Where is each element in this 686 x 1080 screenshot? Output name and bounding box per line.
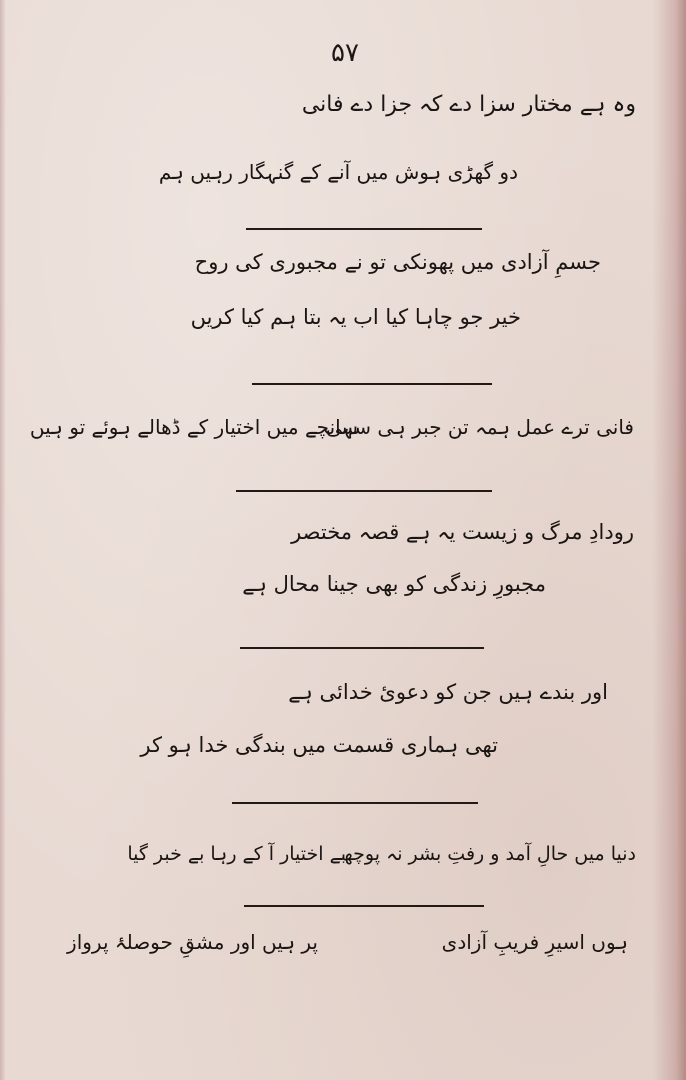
verse-3-line-1: فانی ترے عمل ہمہ تن جبر ہی سہی xyxy=(325,415,634,439)
verse-1-line-2-text: دو گھڑی ہوش میں آنے کے گنہگار رہیں ہم xyxy=(158,160,518,184)
verse-5-line-2: تھی ہماری قسمت میں بندگی خدا ہو کر xyxy=(140,733,498,757)
verse-7-line-1: ہوں اسیرِ فریبِ آزادی xyxy=(441,930,628,954)
verse-5-line-1: اور بندے ہیں جن کو دعویٔ خدائی ہے xyxy=(288,680,608,704)
verse-3-line-2: سانچے میں اختیار کے ڈھالے ہوئے تو ہیں xyxy=(29,415,358,439)
page-left-edge xyxy=(0,0,6,1080)
divider-6 xyxy=(244,905,484,907)
divider-2 xyxy=(252,383,492,385)
verse-6-line-2: بے اختیار آ کے رہا بے خبر گیا xyxy=(127,843,346,865)
divider-1 xyxy=(246,228,482,230)
verse-4-line-2: مجبورِ زندگی کو بھی جینا محال ہے xyxy=(242,572,546,596)
verse-4-line-1: رودادِ مرگ و زیست یہ ہے قصہ مختصر xyxy=(291,520,634,544)
verse-2-line-1: جسمِ آزادی میں پھونکی تو نے مجبوری کی روح xyxy=(194,250,601,274)
divider-5 xyxy=(232,802,478,804)
divider-3 xyxy=(236,490,492,492)
page-number: ۵۷ xyxy=(331,38,359,68)
verse-2-line-2: خیر جو چاہا کیا اب یہ بتا ہم کیا کریں xyxy=(190,305,521,329)
divider-4 xyxy=(240,647,484,649)
page-gutter-shadow xyxy=(652,0,686,1080)
verse-7-line-2: پر ہیں اور مشقِ حوصلۂ پرواز xyxy=(67,930,318,954)
verse-6-line-1: دنیا میں حالِ آمد و رفتِ بشر نہ پوچھ xyxy=(341,843,636,865)
verse-1-line-1: وہ ہے مختار سزا دے کہ جزا دے فانی xyxy=(301,92,636,117)
